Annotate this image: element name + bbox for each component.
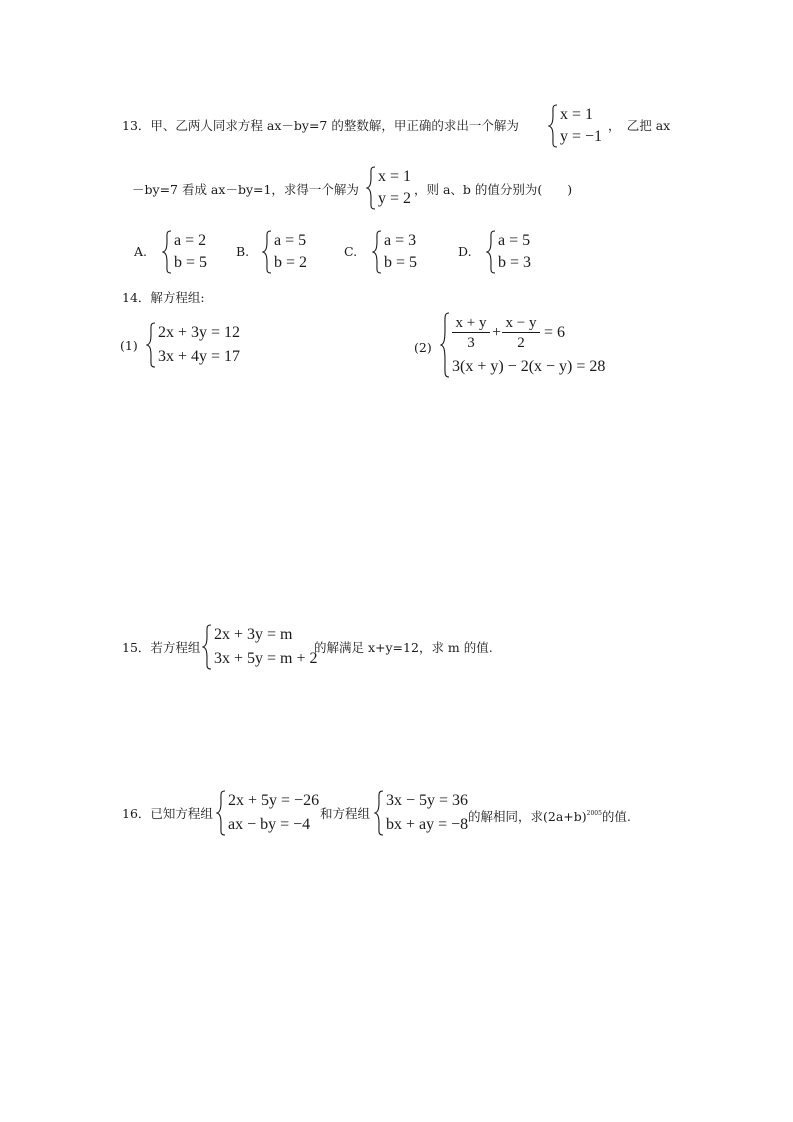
option-d-label: D. bbox=[458, 244, 472, 259]
q14-part2-fraction2 bbox=[502, 314, 540, 353]
q14-part2-label: (2) bbox=[414, 340, 432, 355]
q13-sol2-eq1: x = 1 bbox=[378, 168, 412, 185]
option-d-system bbox=[486, 230, 536, 274]
fraction2-numerator: x − y bbox=[502, 314, 540, 333]
q15-system bbox=[202, 624, 318, 670]
q13-line2-tail: ，则 a、b 的值分别为( ) bbox=[414, 182, 573, 197]
brace-icon bbox=[374, 790, 384, 836]
q16-suffix bbox=[468, 806, 631, 825]
fraction1-numerator: x + y bbox=[452, 314, 490, 333]
option-b-eq1: a = 5 bbox=[274, 232, 307, 249]
q14-title: 14．解方程组: bbox=[122, 290, 205, 305]
option-c-eq1: a = 3 bbox=[384, 232, 417, 249]
brace-icon bbox=[162, 230, 172, 274]
option-a-label: A. bbox=[134, 244, 148, 259]
fraction1-denominator: 3 bbox=[467, 335, 475, 351]
q14-part1-label: (1) bbox=[120, 338, 138, 353]
q13-line2-text: －by=7 看成 ax－by=1，求得一个解为 bbox=[132, 182, 359, 197]
brace-icon bbox=[216, 790, 226, 836]
q14-part2-eq2: 3(x + y) − 2(x − y) = 28 bbox=[452, 358, 606, 375]
q13-line1-text: 13．甲、乙两人同求方程 ax－by=7 的整数解，甲正确的求出一个解为 bbox=[122, 118, 519, 133]
q15-eq1: 2x + 3y = m bbox=[214, 626, 293, 643]
option-b-label: B. bbox=[236, 244, 250, 259]
q16-system2-eq2: bx + ay = −8 bbox=[386, 816, 469, 833]
q16-system2-eq1: 3x − 5y = 36 bbox=[386, 792, 469, 809]
q14-part1-eq2: 3x + 4y = 17 bbox=[158, 348, 241, 365]
q13-solution1-system bbox=[548, 104, 608, 148]
brace-icon bbox=[262, 230, 272, 274]
option-a-system bbox=[162, 230, 212, 274]
option-b-system bbox=[262, 230, 312, 274]
option-c-eq2: b = 5 bbox=[384, 254, 418, 271]
q16-suffix-end: 的值. bbox=[601, 809, 631, 824]
q15-suffix: 的解满足 x+y=12，求 m 的值. bbox=[314, 640, 493, 655]
fraction2-denominator: 2 bbox=[517, 335, 525, 351]
brace-icon bbox=[548, 104, 558, 148]
option-c-label: C. bbox=[344, 244, 358, 259]
brace-icon bbox=[146, 322, 156, 368]
option-c-system bbox=[372, 230, 422, 274]
brace-icon bbox=[366, 166, 376, 210]
q14-part2-plus: + bbox=[492, 324, 502, 341]
q13-line1-tail: ， 乙把 ax bbox=[608, 118, 671, 133]
q14-part2-rhs: = 6 bbox=[544, 324, 566, 341]
q16-prefix: 16．已知方程组 bbox=[122, 806, 213, 821]
q14-part2-system bbox=[440, 312, 610, 378]
q13-sol1-eq1: x = 1 bbox=[560, 106, 594, 123]
q16-system1-eq2: ax − by = −4 bbox=[228, 816, 311, 833]
q13-sol1-eq2: y = −1 bbox=[560, 128, 603, 145]
q16-system1 bbox=[216, 790, 320, 836]
q14-part2-fraction1 bbox=[452, 314, 490, 353]
q16-system1-eq1: 2x + 5y = −26 bbox=[228, 792, 320, 809]
brace-icon bbox=[202, 624, 212, 670]
option-a-eq1: a = 2 bbox=[174, 232, 207, 249]
q16-exponent: 2005 bbox=[586, 810, 602, 817]
brace-icon bbox=[486, 230, 496, 274]
q16-system2 bbox=[374, 790, 468, 836]
option-b-eq2: b = 2 bbox=[274, 254, 308, 271]
q13-solution2-system bbox=[366, 166, 416, 210]
option-a-eq2: b = 5 bbox=[174, 254, 208, 271]
brace-icon bbox=[440, 312, 450, 378]
q15-eq2: 3x + 5y = m + 2 bbox=[214, 650, 318, 667]
option-d-eq1: a = 5 bbox=[498, 232, 531, 249]
q16-middle: 和方程组 bbox=[320, 806, 371, 821]
q16-suffix-text: 的解相同，求(2a+b) bbox=[468, 809, 587, 824]
brace-icon bbox=[372, 230, 382, 274]
q15-prefix: 15．若方程组 bbox=[122, 640, 201, 655]
option-d-eq2: b = 3 bbox=[498, 254, 532, 271]
q13-sol2-eq2: y = 2 bbox=[378, 190, 412, 207]
q14-part1-eq1: 2x + 3y = 12 bbox=[158, 324, 241, 341]
q14-part1-system bbox=[146, 322, 256, 368]
